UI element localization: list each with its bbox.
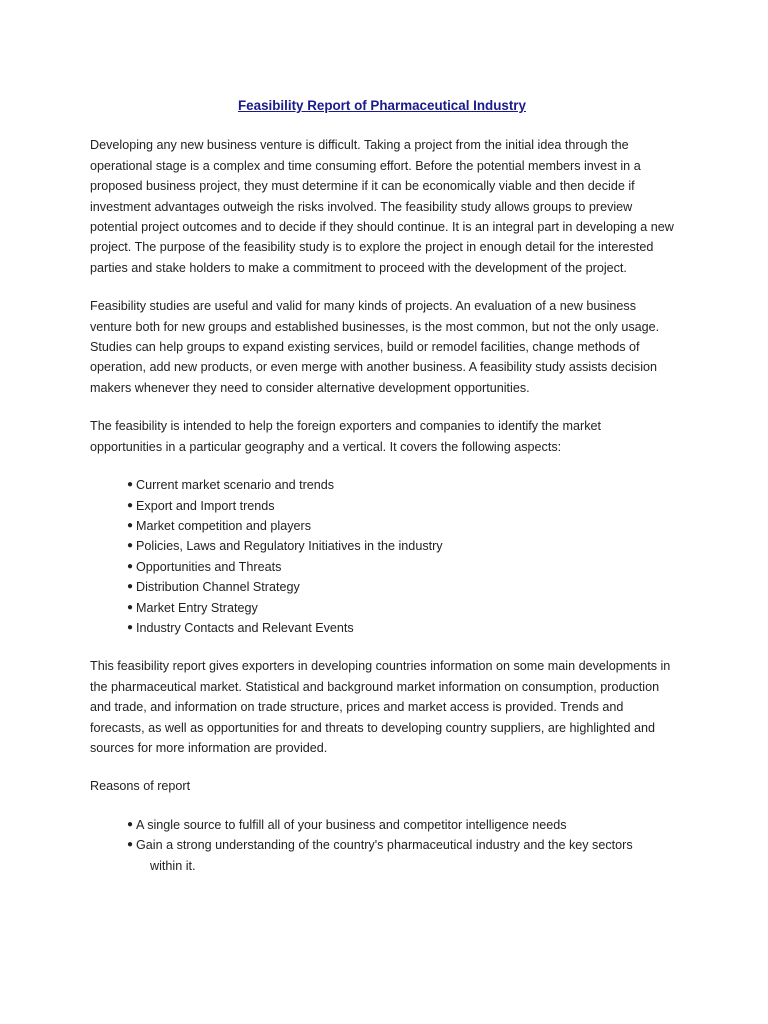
- list-item: ● Industry Contacts and Relevant Events: [127, 618, 674, 638]
- bullet-icon: ●: [127, 560, 134, 572]
- paragraph-report-summary: This feasibility report gives exporters in developing countries information on some main developments in the pharmaceutical market. Statistical and background market information on consumption, production and trade, and information on trade structure, prices and market access is provided. Trends and forecasts, as well as opportunities for and threats to developing country suppliers, are highlighted and sources for more information are provided.: [90, 659, 671, 755]
- list-item: ● Distribution Channel Strategy: [127, 577, 674, 597]
- list-item: ● A single source to fulfill all of your business and competitor intelligence needs: [127, 815, 674, 835]
- paragraph-intro: Developing any new business venture is difficult. Taking a project from the initial idea through the operational stage is a complex and time consuming effort. Before the potential members invest in a proposed business project, they must determine if it can be economically viable and then decide if investment advantages outweigh the risks involved. The feasibility study allows groups to preview potential project outcomes and to decide if they should continue. It is an integral part in developing a new project. The purpose of the feasibility study is to explore the project in enough detail for the interested parties and stake holders to make a commitment to proceed with the development of the project.: [90, 138, 674, 275]
- bullet-icon: ●: [127, 499, 134, 511]
- bullet-icon: ●: [127, 540, 134, 552]
- bullet-icon: ●: [127, 621, 134, 633]
- document-title: Feasibility Report of Pharmaceutical Industry: [238, 98, 526, 113]
- list-item: ● Policies, Laws and Regulatory Initiatives in the industry: [127, 536, 674, 556]
- reasons-heading: Reasons of report: [90, 779, 191, 794]
- reasons-list: [90, 815, 674, 876]
- list-item: ● Market Entry Strategy: [127, 598, 674, 618]
- paragraph-uses: Feasibility studies are useful and valid for many kinds of projects. An evaluation of a new business venture both for new groups and established businesses, is the most common, but not the only usage. Studies can help groups to expand existing services, build or remodel facilities, change methods of operation, add new products, or even merge with another business. A feasibility study assists decision makers whenever they need to consider alternative development opportunities.: [90, 299, 660, 395]
- bullet-icon: ●: [127, 601, 134, 613]
- aspects-list: [90, 475, 674, 638]
- bullet-icon: ●: [127, 818, 134, 830]
- list-item: ● Market competition and players: [127, 516, 674, 536]
- bullet-icon: ●: [127, 581, 134, 593]
- list-item: ● Opportunities and Threats: [127, 557, 674, 577]
- list-item: ● Gain a strong understanding of the country's pharmaceutical industry and the key sectors within it.: [127, 835, 674, 876]
- bullet-icon: ●: [127, 839, 134, 851]
- bullet-icon: ●: [127, 479, 134, 491]
- list-item-continuation: within it.: [150, 858, 196, 873]
- list-item: ● Current market scenario and trends: [127, 475, 674, 495]
- list-item: ● Export and Import trends: [127, 496, 674, 516]
- bullet-icon: ●: [127, 519, 134, 531]
- paragraph-aspects-intro: The feasibility is intended to help the foreign exporters and companies to identify the market opportunities in a particular geography and a vertical. It covers the following aspects:: [90, 419, 602, 454]
